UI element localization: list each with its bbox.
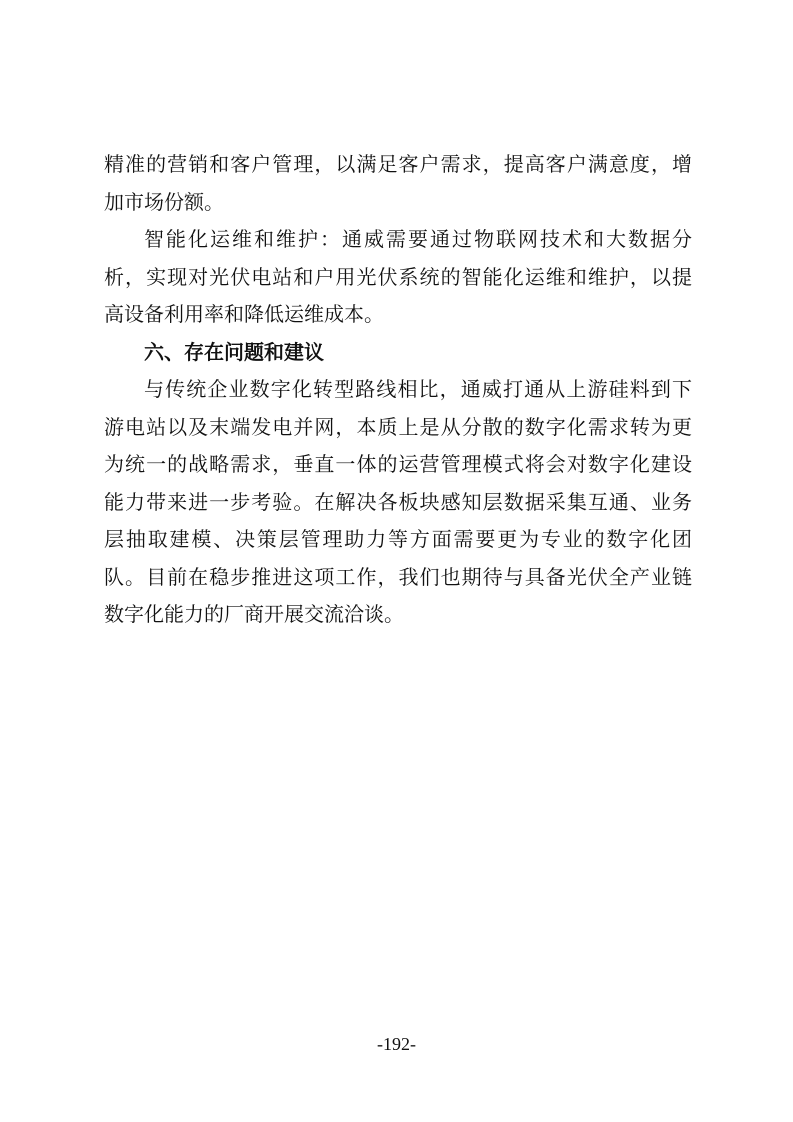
text-line: 队。目前在稳步推进这项工作，我们也期待与具备光伏全产业链 [104,564,692,589]
paragraph-marketing-continuation [104,146,692,221]
body-text [104,146,692,634]
text-line: 为统一的战略需求，垂直一体的运营管理模式将会对数字化建设 [104,452,692,476]
section-heading-text: 六、存在问题和建议 [144,339,324,364]
text-line: 数字化能力的厂商开展交流洽谈。 [104,602,404,626]
text-line: 智能化运维和维护：通威需要通过物联网技术和大数据分 [144,227,692,251]
text-line: 析，实现对光伏电站和户用光伏系统的智能化运维和维护，以提 [104,264,692,289]
section-heading [104,334,692,372]
text-line: 游电站以及末端发电并网，本质上是从分散的数字化需求转为更 [104,414,692,439]
text-line: 与传统企业数字化转型路线相比，通威打通从上游硅料到下 [144,377,692,401]
text-line: 层抽取建模、决策层管理助力等方面需要更为专业的数字化团 [104,527,692,551]
text-line: 精准的营销和客户管理，以满足客户需求，提高客户满意度，增 [104,152,692,176]
paragraph-smart-operations [104,221,692,334]
paragraph-issues-suggestions [104,371,692,634]
text-line: 高设备利用率和降低运维成本。 [104,302,384,326]
page-number: -192- [377,1034,416,1054]
text-line: 能力带来进一步考验。在解决各板块感知层数据采集互通、业务 [104,489,692,514]
text-line: 加市场份额。 [104,189,224,214]
